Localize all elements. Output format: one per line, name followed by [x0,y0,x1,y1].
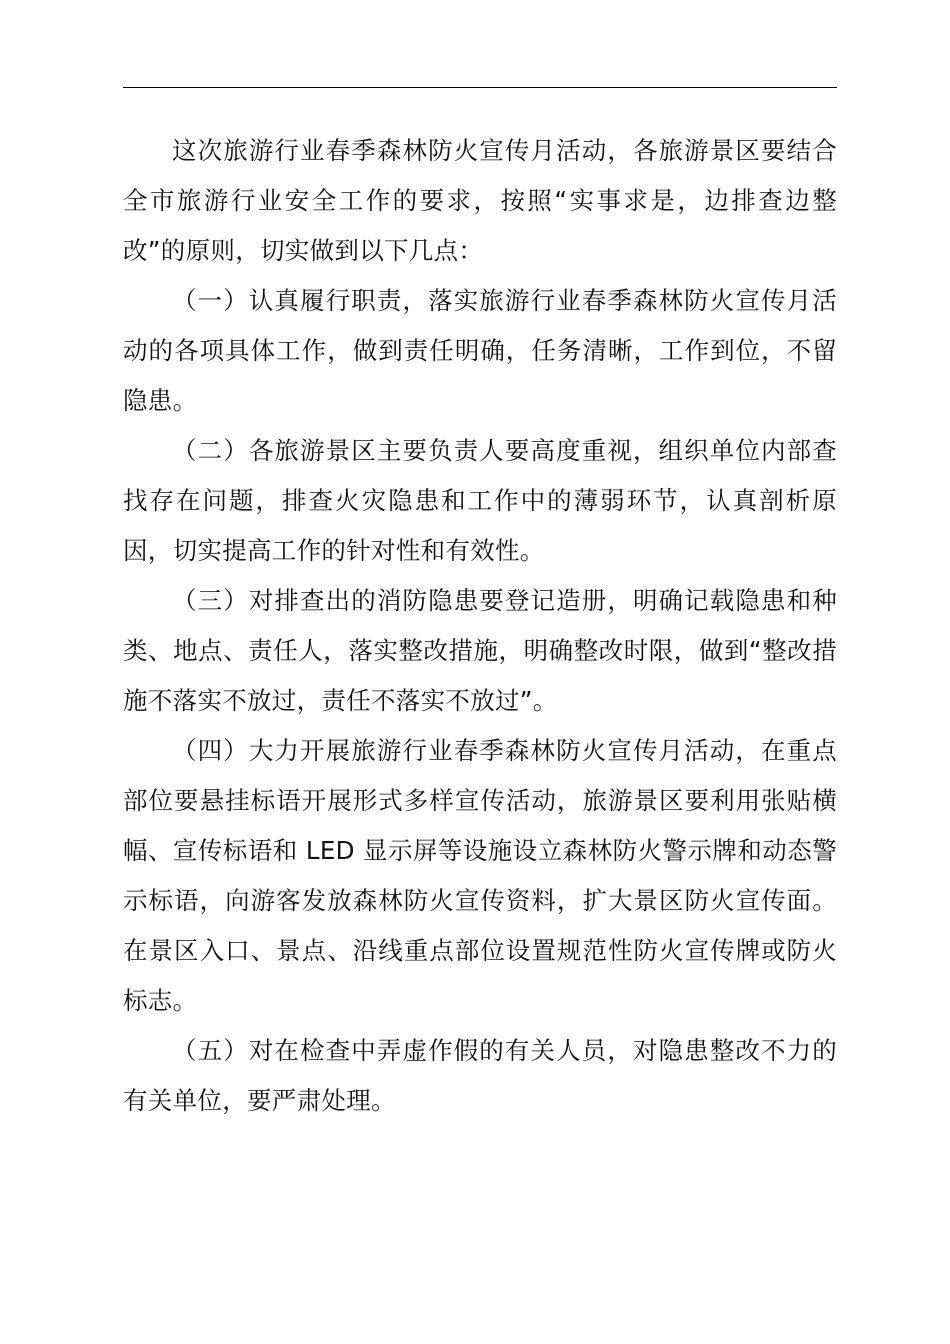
item-4-paragraph: （四）大力开展旅游行业春季森林防火宣传月活动，在重点部位要悬挂标语开展形式多样宣传活动，旅游景区要利用张贴横幅、宣传标语和 LED 显示屏等设施设立森林防火警示牌和动态警示标语，向游客发放森林防火宣传资料，扩大景区防火宣传面。在景区入口、景点、沿线重点部位设置规范性防火宣传牌或防火标志。 [123,736,837,1015]
intro-paragraph: 这次旅游行业春季森林防火宣传月活动，各旅游景区要结合全市旅游行业安全工作的要求，按照“实事求是，边排查边整改”的原则，切实做到以下几点： [123,136,837,265]
document-body [123,126,837,1126]
header-rule [123,87,837,88]
item-1-paragraph: （一）认真履行职责，落实旅游行业春季森林防火宣传月活动的各项具体工作，做到责任明确，任务清晰，工作到位，不留隐患。 [123,286,837,415]
item-5-paragraph: （五）对在检查中弄虚作假的有关人员，对隐患整改不力的有关单位，要严肃处理。 [123,1036,837,1115]
item-2-paragraph: （二）各旅游景区主要负责人要高度重视，组织单位内部查找存在问题，排查火灾隐患和工作中的薄弱环节，认真剖析原因，切实提高工作的针对性和有效性。 [123,436,837,565]
item-3-paragraph: （三）对排查出的消防隐患要登记造册，明确记载隐患和种类、地点、责任人，落实整改措施，明确整改时限，做到“整改措施不落实不放过，责任不落实不放过”。 [123,586,837,715]
